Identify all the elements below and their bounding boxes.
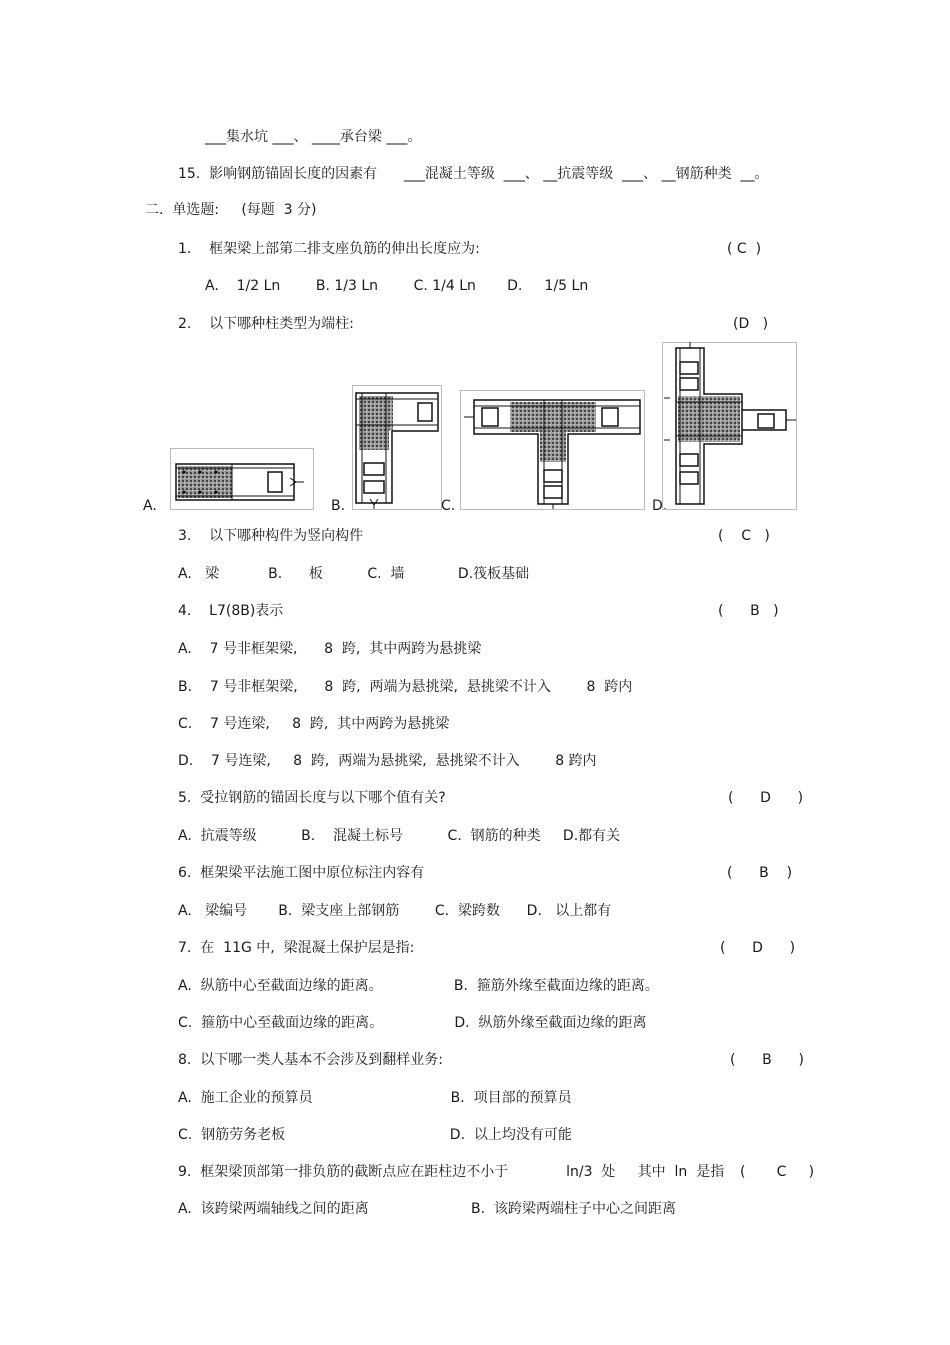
question-4-stem: 4. L7(8B)表示: [178, 603, 284, 619]
question-7-options-cd: C. 箍筋中心至截面边缘的距离。 D. 纵筋外缘至截面边缘的距离: [178, 1015, 647, 1031]
question-4-answer: ( B ): [718, 603, 779, 619]
question-8-options-ab: A. 施工企业的预算员 B. 项目部的预算员: [178, 1090, 572, 1106]
column-diagram-c: [460, 390, 645, 510]
diagram-b-label: B.: [331, 498, 346, 514]
section-title: 二. 单选题: (每题 3 分): [145, 202, 317, 218]
question-3-options: A. 梁 B. 板 C. 墙 D.筏板基础: [178, 566, 530, 582]
question-9-answer: ( C ): [740, 1164, 815, 1180]
question-2-stem: 2. 以下哪种柱类型为端柱:: [178, 316, 354, 332]
fill-line-14: ___集水坑 ___、 ____承台梁 ___。: [205, 129, 422, 145]
question-6-options: A. 梁编号 B. 梁支座上部钢筋 C. 梁跨数 D. 以上都有: [178, 903, 612, 919]
question-4-option-d: D. 7 号连梁, 8 跨, 两端为悬挑梁, 悬挑梁不计入 8 跨内: [178, 753, 597, 769]
question-4-option-b: B. 7 号非框架梁, 8 跨, 两端为悬挑梁, 悬挑梁不计入 8 跨内: [178, 679, 633, 695]
question-8-stem: 8. 以下哪一类人基本不会涉及到翻样业务:: [178, 1052, 443, 1068]
diagram-c-label: C.: [441, 498, 456, 514]
column-diagram-d: [662, 342, 798, 510]
column-diagram-b: [352, 385, 442, 510]
question-1-stem: 1. 框架梁上部第二排支座负筋的伸出长度应为:: [178, 241, 480, 257]
question-4-option-a: A. 7 号非框架梁, 8 跨, 其中两跨为悬挑梁: [178, 641, 482, 657]
question-2-answer: (D ): [733, 316, 769, 332]
question-6-stem: 6. 框架梁平法施工图中原位标注内容有: [178, 865, 425, 881]
question-1-answer: ( C ): [727, 241, 762, 257]
question-6-answer: ( B ): [727, 865, 793, 881]
question-5-stem: 5. 受拉钢筋的锚固长度与以下哪个值有关?: [178, 790, 446, 806]
question-1-options: A. 1/2 Ln B. 1/3 Ln C. 1/4 Ln D. 1/5 Ln: [205, 278, 589, 294]
question-4-option-c: C. 7 号连梁, 8 跨, 其中两跨为悬挑梁: [178, 716, 450, 732]
column-diagram-a: [170, 448, 315, 510]
question-8-answer: ( B ): [730, 1052, 804, 1068]
diagram-a-label: A.: [143, 498, 157, 514]
question-5-answer: ( D ): [728, 790, 804, 806]
question-7-stem: 7. 在 11G 中, 梁混凝土保护层是指:: [178, 940, 415, 956]
question-8-options-cd: C. 钢筋劳务老板 D. 以上均没有可能: [178, 1127, 572, 1143]
question-3-stem: 3. 以下哪种构件为竖向构件: [178, 528, 364, 544]
fill-line-15: 15. 影响钢筋锚固长度的因素有 ___混凝土等级 ___、 __抗震等级 ___、 __钢筋种类 __。: [178, 166, 769, 182]
question-5-options: A. 抗震等级 B. 混凝土标号 C. 钢筋的种类 D.都有关: [178, 828, 621, 844]
question-7-options-ab: A. 纵筋中心至截面边缘的距离。 B. 箍筋外缘至截面边缘的距离。: [178, 978, 659, 994]
question-9-stem: 9. 框架梁顶部第一排负筋的截断点应在距柱边不小于 ln/3 处 其中 ln 是指: [178, 1164, 725, 1180]
question-7-answer: ( D ): [720, 940, 796, 956]
question-9-options: A. 该跨梁两端轴线之间的距离 B. 该跨梁两端柱子中心之间距离: [178, 1201, 676, 1217]
diagram-d-label: D.: [652, 498, 668, 514]
question-3-answer: ( C ): [718, 528, 770, 544]
